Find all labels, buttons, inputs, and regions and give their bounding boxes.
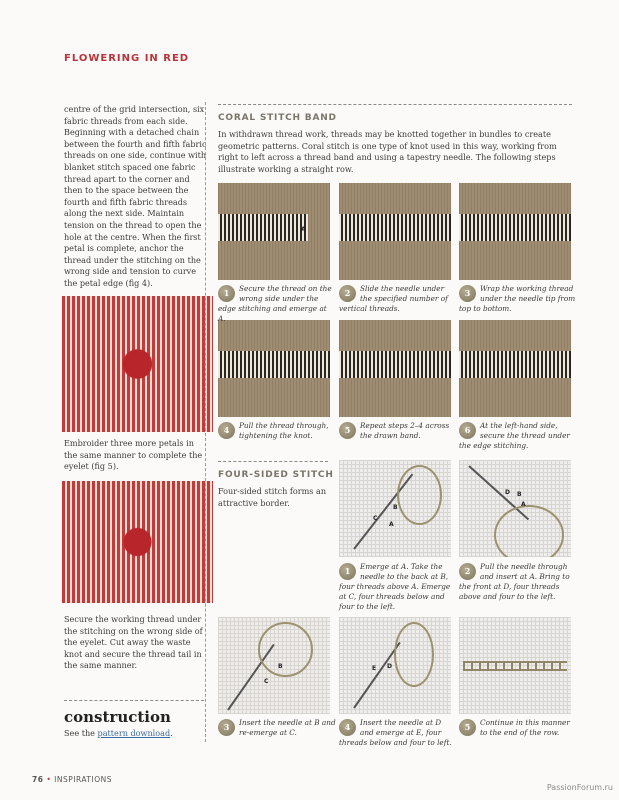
label-b: B — [517, 491, 522, 498]
construction-pre: See the — [64, 728, 98, 738]
foursided-step3-photo — [218, 617, 330, 714]
foursided-intro: Four-sided stitch forms an attractive border. — [218, 486, 327, 508]
foursided-step-2 — [459, 562, 577, 602]
coral-step-4 — [218, 421, 336, 441]
label-a: A — [301, 226, 306, 233]
label-a: A — [389, 521, 394, 528]
label-e: E — [372, 665, 377, 672]
fig4-photo — [62, 296, 213, 432]
construction-post: . — [170, 728, 173, 738]
foursided-step-5 — [459, 718, 577, 738]
divider — [218, 461, 328, 462]
step-number: 2 — [339, 285, 356, 302]
step-text: Slide the needle under the specified number of vertical threads. — [339, 284, 448, 313]
step-number: 4 — [218, 422, 235, 439]
step-number: 3 — [459, 285, 476, 302]
step-text: Insert the needle at D and emerge at E, four threads below and four to left. — [339, 718, 452, 747]
coral-step2-photo — [339, 183, 451, 280]
step-text: Secure the thread on the wrong side under the edge stitching and emerge at A. — [218, 284, 332, 323]
step-number: 2 — [459, 563, 476, 580]
coral-step-6 — [459, 421, 577, 451]
pattern-download-link[interactable]: pattern download — [97, 728, 171, 738]
fig5-photo — [62, 481, 213, 603]
coral-title: CORAL STITCH BAND — [218, 113, 337, 123]
step-text: Pull the thread through, tightening the knot. — [239, 421, 329, 440]
divider — [218, 104, 572, 105]
left-paragraph-2: Embroider three more petals in the same manner to complete the eyelet (fig 5). — [64, 438, 203, 472]
coral-step-3 — [459, 284, 577, 314]
step-number: 5 — [459, 719, 476, 736]
construction-text — [64, 728, 208, 740]
watermark: PassionForum.ru — [546, 783, 613, 792]
page-number: 76 — [32, 775, 44, 784]
label-d: D — [387, 663, 392, 670]
coral-step-2 — [339, 284, 457, 314]
step-text: Pull the needle through and insert at A. Bring to the front at D, four threads above and four to the left. — [459, 562, 570, 601]
step-text: Wrap the working thread under the needle tip from top to bottom. — [459, 284, 576, 313]
coral-step5-photo — [339, 320, 451, 417]
coral-intro: In withdrawn thread work, threads may be knotted together in bundles to create geometric patterns. Coral stitch is one type of knot used in this way, working from right to left across a thread band and using a tapestry needle. The following steps illustrate working a straight row. — [218, 129, 557, 174]
step-text: Continue in this manner to the end of the row. — [480, 718, 570, 737]
step-number: 1 — [339, 563, 356, 580]
step-text: Insert the needle at B and re-emerge at C. — [239, 718, 336, 737]
coral-step-5 — [339, 421, 457, 441]
foursided-step1-photo — [339, 460, 451, 557]
label-b: B — [278, 663, 283, 670]
step-number: 3 — [218, 719, 235, 736]
foursided-step-4 — [339, 718, 457, 748]
step-text: At the left-hand side, secure the thread under the edge stitching. — [459, 421, 570, 450]
coral-step4-photo — [218, 320, 330, 417]
column-divider — [205, 102, 206, 742]
step-text: Emerge at A. Take the needle to the back at B, four threads above A. Emerge at C, four threads below and four to the left. — [339, 562, 451, 611]
coral-step6-photo — [459, 320, 571, 417]
magazine-name: INSPIRATIONS — [54, 775, 112, 784]
label-c: C — [373, 515, 378, 522]
foursided-step2-photo — [459, 460, 571, 557]
label-a: A — [521, 501, 526, 508]
coral-step-1 — [218, 284, 336, 324]
foursided-step5-photo — [459, 617, 571, 714]
construction-heading: construction — [64, 708, 171, 726]
step-number: 6 — [459, 422, 476, 439]
coral-step1-photo — [218, 183, 330, 280]
step-text: Repeat steps 2–4 across the drawn band. — [360, 421, 450, 440]
footer-separator: • — [46, 775, 52, 784]
label-d: D — [505, 489, 510, 496]
label-c: C — [264, 678, 269, 685]
page-footer — [32, 775, 112, 784]
step-number: 4 — [339, 719, 356, 736]
coral-step3-photo — [459, 183, 571, 280]
foursided-step4-photo — [339, 617, 451, 714]
left-paragraph-1: centre of the grid intersection, six fabric threads from each side. Beginning with a detached chain between the fourth and fifth fabric threads on one side, continue with blanket stitch spaced one fabric thread apart to the corner and then to the space between the fourth and fifth fabric threads along the next side. Maintain tension on the thread to open the hole at the centre. When the first petal is complete, anchor the thread under the stitching on the wrong side and tension to curve the petal edge (fig 4). — [64, 104, 207, 288]
foursided-title: FOUR-SIDED STITCH — [218, 470, 334, 480]
step-number: 1 — [218, 285, 235, 302]
foursided-step-1 — [339, 562, 457, 612]
section-kicker: FLOWERING IN RED — [64, 53, 190, 64]
foursided-step-3 — [218, 718, 336, 738]
left-paragraph-3: Secure the working thread under the stitching on the wrong side of the eyelet. Cut away the waste knot and secure the thread tail in the same manner. — [64, 614, 203, 671]
step-number: 5 — [339, 422, 356, 439]
label-b: B — [393, 504, 398, 511]
divider — [64, 700, 204, 701]
